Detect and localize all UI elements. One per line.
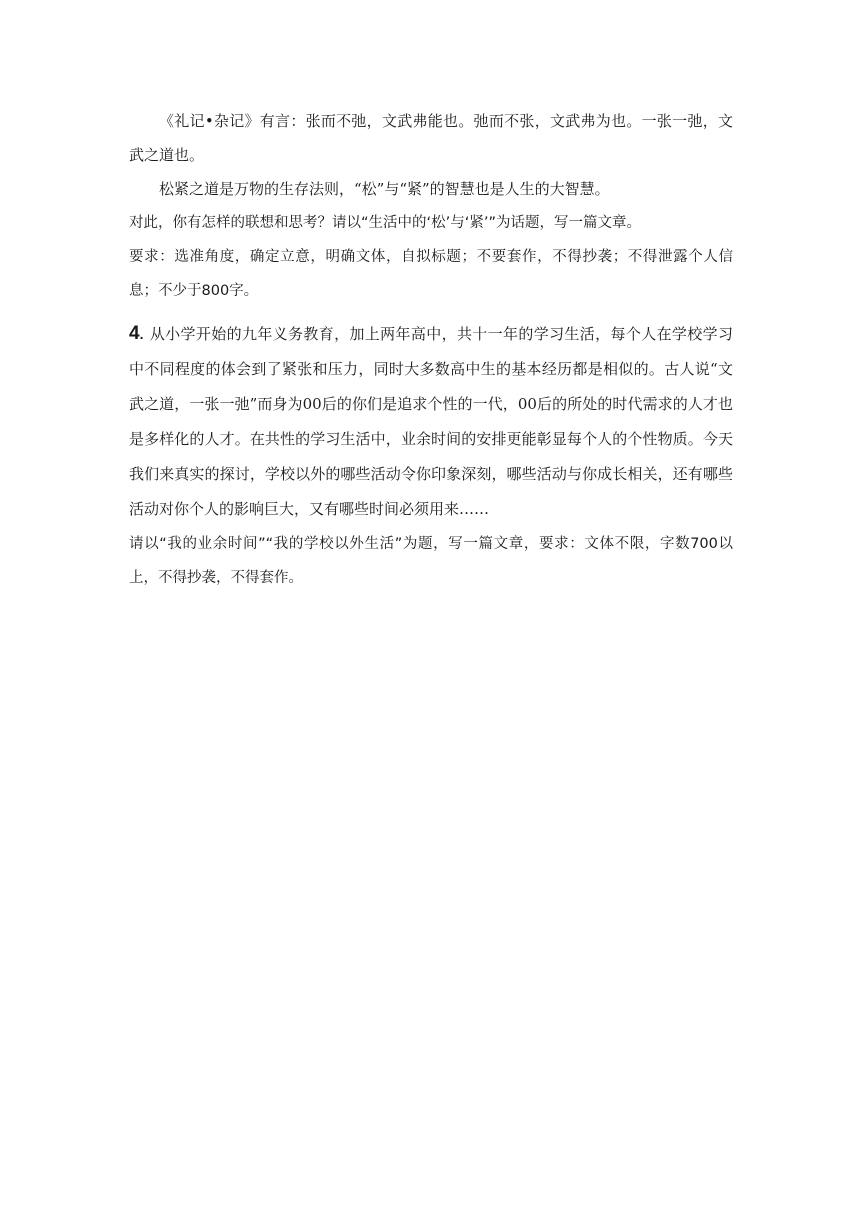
passage-statement: 松紧之道是万物的生存法则，“松”与“紧”的智慧也是人生的大智慧。 (159, 180, 610, 198)
document-content (129, 104, 733, 595)
passage-quote: 《礼记•杂记》有言：张而不弛，文武弗能也。弛而不张，文武弗为也。一张一弛，文武之道也。 (129, 112, 733, 164)
question-4-instruction: 请以“我的业余时间”“我的学校以外生活”为题，写一篇文章，要求：文体不限，字数700以上，不得抄袭，不得套作。 (129, 536, 733, 586)
writing-prompt: 对此，你有怎样的联想和思考？请以“生活中的‘松’与‘紧’”为话题，写一篇文章。 (129, 215, 641, 231)
question-4 (129, 316, 733, 527)
writing-requirements: 要求：选准角度，确定立意，明确文体，自拟标题；不要套作，不得抄袭；不得泄露个人信息；不少于800字。 (129, 249, 733, 299)
question-number: 4 (129, 323, 140, 344)
question-number-dot: . (139, 326, 144, 342)
question-4-body: 从小学开始的九年义务教育，加上两年高中，共十一年的学习生活，每个人在学校学习中不同程度的体会到了紧张和压力，同时大多数高中生的基本经历都是相似的。古人说“文武之道，一张一弛”而身为00后的你们是追求个性的一代，00后的所处的时代需求的人才也是多样化的人才。在共性的学习生活中，业余时间的安排更能彰显每个人的个性物质。今天我们来真实的探讨，学校以外的哪些活动令你印象深刻，哪些活动与你成长相关，还有哪些活动对你个人的影响巨大，又有哪些时间必须用来…… (129, 325, 733, 518)
